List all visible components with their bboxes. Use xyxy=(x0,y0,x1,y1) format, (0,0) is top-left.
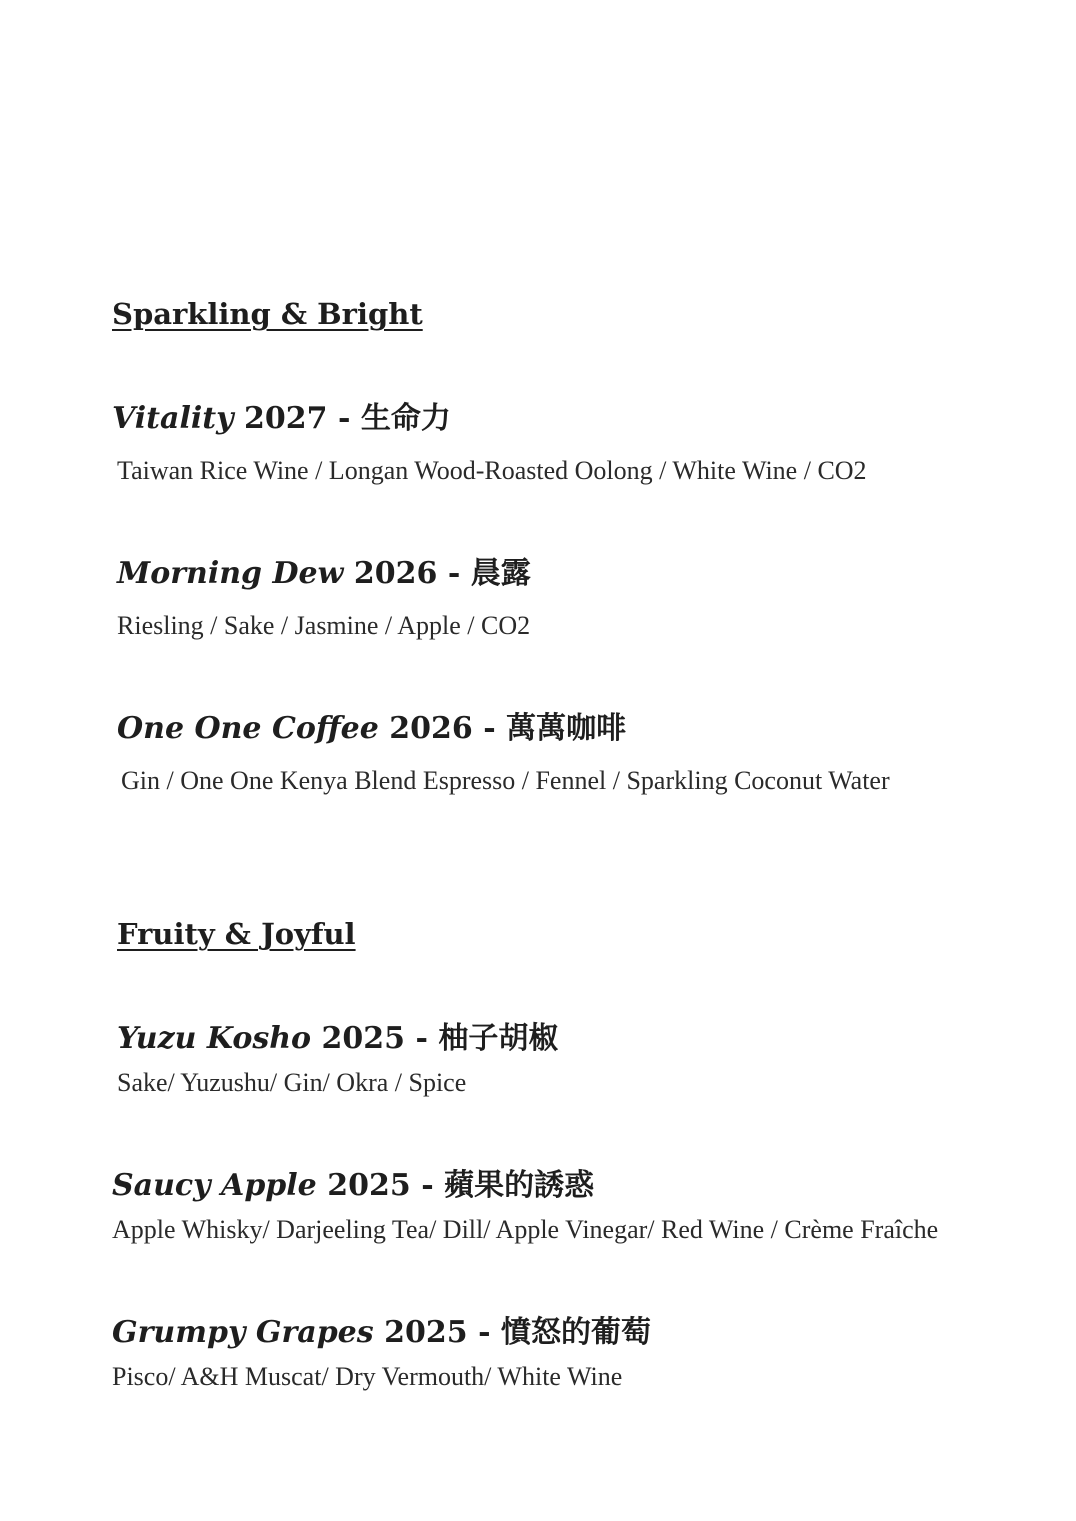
drink-name: Yuzu Kosho xyxy=(117,1021,312,1056)
drink-name: One One Coffee xyxy=(117,711,379,746)
drink-year: 2025 xyxy=(384,1315,468,1350)
drink-year: 2025 xyxy=(321,1021,406,1056)
drink-name: Vitality xyxy=(112,401,234,436)
drink-chinese-name: 憤怒的葡萄 xyxy=(500,1315,651,1350)
drink-saucy-apple xyxy=(112,1168,939,1244)
drink-name: Saucy Apple xyxy=(112,1168,317,1203)
drink-title xyxy=(117,1021,559,1056)
drink-morning-dew xyxy=(117,556,531,640)
drink-title xyxy=(112,1168,938,1203)
drink-name: Grumpy Grapes xyxy=(112,1315,374,1350)
drink-grumpy-grapes xyxy=(112,1315,651,1391)
drink-title xyxy=(117,711,890,746)
drink-ingredients: Riesling / Sake / Jasmine / Apple / CO2 xyxy=(117,611,531,640)
drink-title xyxy=(117,556,531,591)
drink-separator: - xyxy=(447,556,461,591)
drink-chinese-name: 生命力 xyxy=(360,401,451,436)
drink-separator: - xyxy=(337,401,351,436)
drink-separator: - xyxy=(483,711,496,746)
drink-yuzu-kosho xyxy=(117,1021,559,1097)
drink-year: 2026 xyxy=(353,556,438,591)
drink-separator: - xyxy=(421,1168,434,1203)
drink-chinese-name: 晨露 xyxy=(470,556,531,591)
drink-ingredients: Gin / One One Kenya Blend Espresso / Fennel / Sparkling Coconut Water xyxy=(121,766,890,795)
drink-year: 2026 xyxy=(389,711,473,746)
drink-ingredients: Apple Whisky/ Darjeeling Tea/ Dill/ Apple Vinegar/ Red Wine / Crème Fraîche xyxy=(112,1215,939,1244)
drink-ingredients: Taiwan Rice Wine / Longan Wood-Roasted Oolong / White Wine / CO2 xyxy=(117,456,867,485)
drink-chinese-name: 萬萬咖啡 xyxy=(506,711,627,746)
drink-name: Morning Dew xyxy=(117,556,344,591)
section-heading-fruity-joyful: Fruity & Joyful xyxy=(117,917,356,951)
section-heading-sparkling-bright: Sparkling & Bright xyxy=(112,297,423,331)
drink-year: 2027 xyxy=(243,401,328,436)
drink-year: 2025 xyxy=(327,1168,411,1203)
drink-ingredients: Sake/ Yuzushu/ Gin/ Okra / Spice xyxy=(117,1068,467,1097)
drink-separator: - xyxy=(415,1021,428,1056)
drink-chinese-name: 蘋果的誘惑 xyxy=(444,1168,595,1203)
drink-title xyxy=(112,1315,651,1350)
drink-separator: - xyxy=(478,1315,491,1350)
drink-ingredients: Pisco/ A&H Muscat/ Dry Vermouth/ White Wine xyxy=(112,1362,623,1391)
drink-vitality xyxy=(112,401,867,485)
drink-chinese-name: 柚子胡椒 xyxy=(438,1021,559,1056)
drink-one-one-coffee xyxy=(117,711,890,795)
drink-title xyxy=(112,401,867,436)
